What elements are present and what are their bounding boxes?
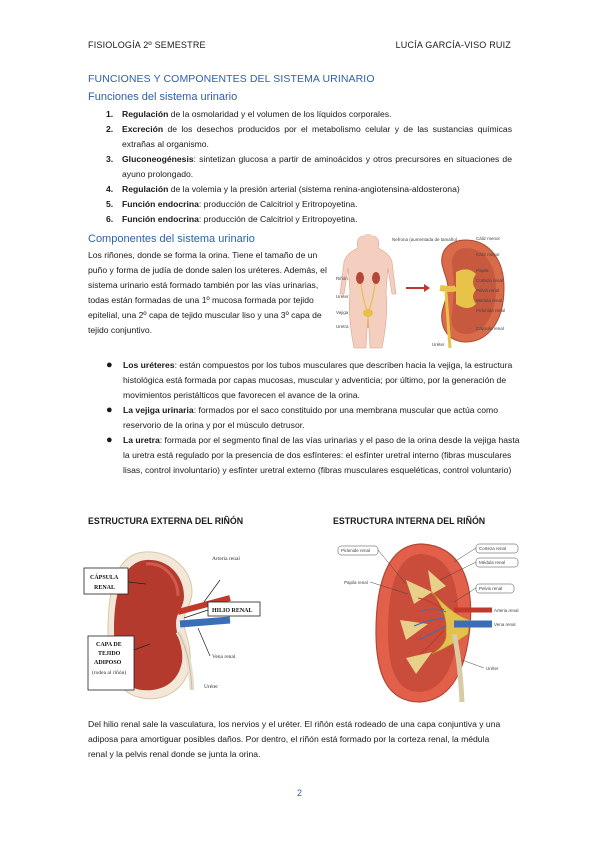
closing-paragraph: Del hilio renal sale la vasculatura, los nervios y el uréter. El riñón está rodeado de una capa conjuntiva y una adiposa para amortiguar posibles daños. Por dentro, el riñón está formado por la corteza renal, la médula renal y la pelvis renal donde se junta la orina. — [88, 719, 501, 759]
svg-text:Vejiga: Vejiga — [336, 310, 349, 315]
svg-text:Pirámide renal: Pirámide renal — [476, 308, 506, 313]
svg-text:Cáliz mayor: Cáliz mayor — [476, 252, 500, 257]
list-item: 2. Excreción de los desechos producidos por el metabolismo celular y de las sustancias químicas extrañas al organismo. — [106, 124, 512, 149]
svg-text:Cápsula renal: Cápsula renal — [476, 326, 504, 331]
svg-text:TEJIDO: TEJIDO — [98, 651, 121, 657]
svg-text:Vena renal: Vena renal — [494, 622, 516, 627]
svg-text:CÁPSULA: CÁPSULA — [90, 575, 119, 581]
list-item: ● La uretra: formada por el segmento final de las vías urinarias y el paso de la orina desde la vejiga hasta la uretra está regulado por la presencia de dos esfínteres: el esfínter uretral interno (fibras musculares lisas, control involuntario) y esfínter uretral externo (fibras musculares esqueléticas, control voluntario) — [106, 434, 520, 475]
internal-structure-title: ESTRUCTURA INTERNA DEL RIÑÓN — [333, 516, 486, 526]
list-item: 3. Gluconeogénesis: sintetizan glucosa a partir de aminoácidos y otros precursores en situaciones de ayuno prolongado. — [106, 154, 512, 179]
svg-text:Uretra: Uretra — [336, 324, 349, 329]
svg-text:Cáliz menor: Cáliz menor — [476, 236, 501, 241]
components-heading: Componentes del sistema urinario — [88, 233, 255, 245]
svg-text:Corteza renal: Corteza renal — [476, 278, 504, 283]
svg-text:Riñón: Riñón — [336, 276, 348, 281]
svg-text:Corteza renal: Corteza renal — [479, 546, 507, 551]
svg-text:ADIPOSO: ADIPOSO — [94, 660, 122, 666]
list-item: 5. Función endocrina: producción de Calcitriol y Eritropoyetina. — [106, 199, 358, 209]
list-item: 4. Regulación de la volemia y la presión arterial (sistema renina-angiotensina-aldosterona) — [106, 184, 460, 194]
bullet-icon: ● — [106, 404, 113, 416]
external-structure-title: ESTRUCTURA EXTERNA DEL RIÑÓN — [88, 516, 244, 526]
svg-text:Vena renal: Vena renal — [212, 654, 236, 660]
list-item: ● Los uréteres: están compuestos por los tubos musculares que describen hacia la vejiga, la estructura histológica está formada por capas mucosas, muscular y adventicia; por último, por la generación de movimientos peristálticos que favorecen el avance de la orina. — [106, 359, 513, 400]
list-item: 6. Función endocrina: producción de Calcitriol y Eritropoyetina. — [106, 214, 358, 224]
svg-text:Médula renal: Médula renal — [479, 560, 506, 565]
internal-kidney-figure — [336, 540, 521, 710]
urinary-system-figure — [336, 232, 511, 350]
svg-text:Arteria renal: Arteria renal — [212, 556, 240, 562]
svg-text:Pelvis renal: Pelvis renal — [476, 288, 500, 293]
svg-text:HILIO RENAL: HILIO RENAL — [212, 608, 253, 614]
svg-text:Médula renal: Médula renal — [476, 298, 503, 303]
components-list — [106, 358, 520, 478]
svg-text:Pirámide renal: Pirámide renal — [341, 548, 371, 553]
bullet-icon: ● — [106, 434, 113, 446]
svg-text:Nefrona (aumentada de tamaño): Nefrona (aumentada de tamaño) — [392, 237, 458, 242]
page-number: 2 — [296, 788, 302, 798]
functions-list — [106, 107, 512, 227]
svg-text:Uréter: Uréter — [432, 342, 445, 347]
external-kidney-figure — [80, 540, 280, 710]
list-item: ● La vejiga urinaria: formados por el saco constituido por una membrana muscular que actúa como reservorio de la orina y por el músculo detrusor. — [106, 404, 498, 430]
header-left: FISIOLOGÍA 2º SEMESTRE — [88, 40, 206, 50]
svg-text:Uréter: Uréter — [336, 294, 349, 299]
svg-text:Pelvis renal: Pelvis renal — [479, 586, 503, 591]
components-intro: Los riñones, donde se forma la orina. Tiene el tamaño de un puño y forma de judía de donde salen los uréteres. Además, el sistema urinario está formado también por las vías urinarias, todas están formadas de una 1º mucosa formada por tejido epitelial, una 2º capa de tejido muscular liso y una 3º capa de tejido conjuntivo. — [88, 250, 327, 335]
svg-text:Papila: Papila — [476, 268, 489, 273]
functions-heading: Funciones del sistema urinario — [88, 91, 238, 103]
svg-text:Uréter: Uréter — [204, 684, 219, 690]
list-item: 1. Regulación de la osmolaridad y el volumen de los líquidos corporales. — [106, 109, 392, 119]
svg-text:(rodea al riñón): (rodea al riñón) — [92, 670, 127, 676]
svg-text:Papila renal: Papila renal — [344, 580, 368, 585]
header-right: LUCÍA GARCÍA-VISO RUIZ — [395, 40, 511, 50]
svg-text:Arteria renal: Arteria renal — [494, 608, 519, 613]
svg-text:RENAL: RENAL — [94, 585, 116, 591]
page-title: FUNCIONES Y COMPONENTES DEL SISTEMA URINARIO — [88, 73, 375, 85]
svg-text:CAPA DE: CAPA DE — [96, 642, 122, 648]
bullet-icon: ● — [106, 359, 113, 371]
svg-text:Uréter: Uréter — [486, 666, 499, 671]
